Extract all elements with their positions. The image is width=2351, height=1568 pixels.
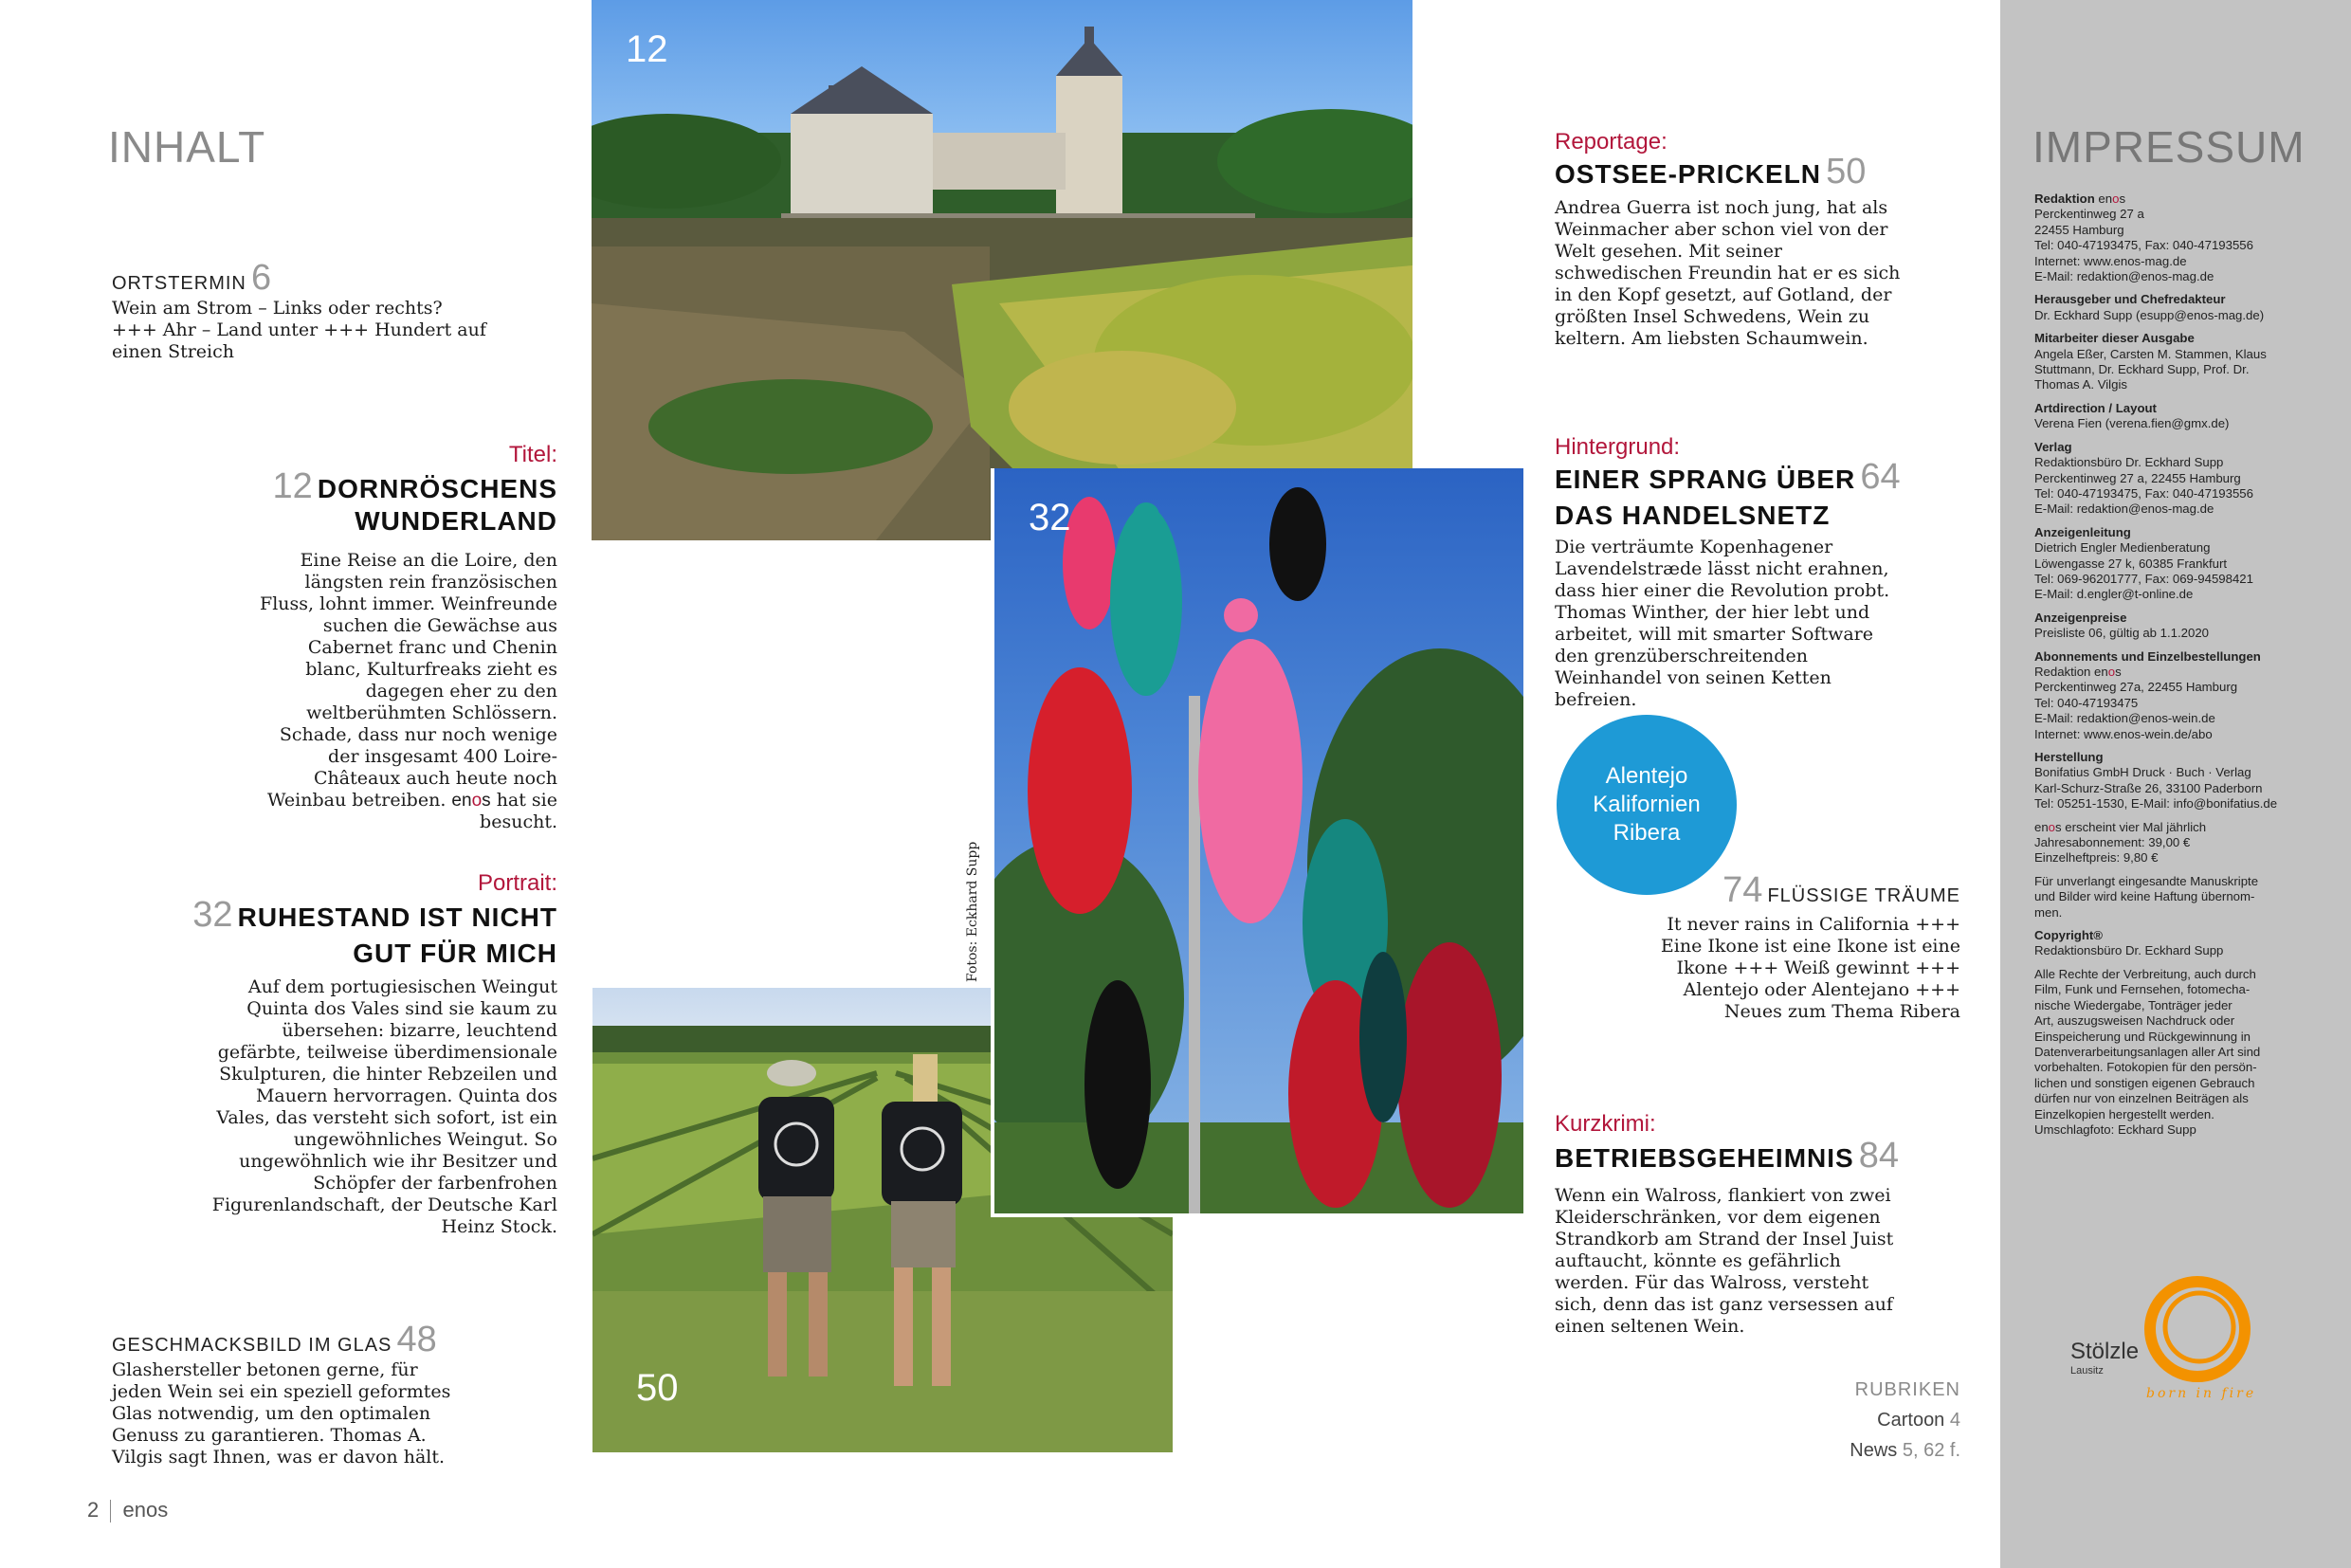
geschmack-label: GESCHMACKSBILD IM GLAS [112, 1335, 392, 1356]
geschmack-entry[interactable] [112, 1320, 437, 1360]
kurzkrimi-heading-text: BETRIEBSGEHEIMNIS [1555, 1143, 1854, 1173]
impressum-block [2034, 874, 2319, 921]
titel-text-body: Eine Reise an die Loire, den längsten rein französischen Fluss, lohnt immer. Weinfreunde suchen die Gewächse aus Cabernet franc und Chenin blanc, Kulturfreaks zieht es dagegen eher zu den weltberühmten Schlössern. Schade, dass nur noch wenige der insgesamt 400 Loire-Châteaux auch heute noch Weinbau betreiben. [260, 550, 557, 811]
badge-line-2: Kalifornien [1593, 792, 1701, 817]
impressum-line: Verena Fien (verena.fien@gmx.de) [2034, 416, 2230, 431]
impressum-line: Tel: 069-96201777, Fax: 069-94598421 [2034, 571, 2253, 586]
ortstermin-entry[interactable] [112, 258, 271, 299]
impressum-line: Bonifatius GmbH Druck · Buch · Verlag [2034, 765, 2251, 780]
impressum-line: Tel: 05251-1530, E-Mail: info@bonifatius.de [2034, 796, 2278, 811]
reportage-heading[interactable] [1555, 152, 1866, 192]
impressum-block [2034, 750, 2319, 812]
fluessig-text: It never rains in California +++ Eine Ikone ist eine Ikone ist eine Ikone +++ Weiß gewinnt +++ Alentejo oder Alentejano +++ Neues zum Thema Ribera [1660, 914, 1960, 1022]
badge-line-3: Ribera [1613, 820, 1681, 846]
geschmack-text: Glashersteller betonen gerne, für jeden Wein sei ein speziell geformtes Glas notwendig, um den optimalen Genuss zu garantieren. Thomas A. Vilgis sagt Ihnen, was er davon hält. [112, 1359, 451, 1468]
fluessig-label: FLÜSSIGE TRÄUME [1767, 885, 1960, 906]
impressum-block [2034, 191, 2319, 284]
impressum-block [2034, 440, 2319, 518]
impressum-line: Perckentinweg 27 a, 22455 Hamburg [2034, 470, 2241, 485]
impressum-block [2034, 611, 2319, 642]
fluessig-page: 74 [1722, 870, 1763, 910]
reportage-page: 50 [1826, 152, 1867, 191]
impressum-block-head: Artdirection / Layout [2034, 400, 2157, 415]
rubriken-title: RUBRIKEN [1854, 1379, 1960, 1400]
kurzkrimi-category: Kurzkrimi: [1555, 1111, 1656, 1137]
impressum-line: E-Mail: redaktion@enos-mag.de [2034, 269, 2214, 284]
impressum-line: Datenverarbeitungsanlagen aller Art sind [2034, 1044, 2261, 1059]
fluessig-entry[interactable] [1612, 870, 1960, 911]
enos-brand: enos [2098, 191, 2126, 206]
impressum-line: Perckentinweg 27 a [2034, 207, 2144, 222]
ortstermin-page: 6 [250, 258, 272, 298]
impressum-line: lichen und sonstigen eigenen Gebrauch [2034, 1075, 2255, 1090]
impressum-line: E-Mail: d.engler@t-online.de [2034, 587, 2194, 602]
impressum-line: Löwengasse 27 k, 60385 Frankfurt [2034, 556, 2228, 571]
hintergrund-heading-line2: DAS HANDELSNETZ [1555, 501, 1831, 530]
titel-heading-line1: DORNRÖSCHENS [317, 474, 557, 503]
impressum-block-head: Herausgeber und Chefredakteur [2034, 292, 2226, 307]
kurzkrimi-text: Wenn ein Walross, flankiert von zwei Kleiderschränken, vor dem eigenen Strandkorb am Strand der Insel Juist auftaucht, könnte es gefährlich werden. Für das Walross, versteht sich, denn das ist ganz versessen auf einen seltenen Wein. [1555, 1185, 1894, 1337]
enos-brand: enos [2034, 819, 2062, 834]
impressum-line: 22455 Hamburg [2034, 222, 2124, 237]
impressum-block-head: Abonnements und Einzelbestellungen [2034, 648, 2261, 664]
impressum-line: Angela Eßer, Carsten M. Stammen, Klaus [2034, 346, 2267, 361]
impressum-line: Einzelkopien hergestellt werden. [2034, 1106, 2214, 1121]
impressum-line: Preisliste 06, gültig ab 1.1.2020 [2034, 626, 2210, 641]
page-number: 2 [87, 1498, 100, 1522]
impressum-line: Umschlagfoto: Eckhard Supp [2034, 1121, 2196, 1137]
impressum-line: Tel: 040-47193475, Fax: 040-47193556 [2034, 238, 2253, 253]
portrait-text: Auf dem portugiesischen Weingut Quinta dos Vales sind sie kaum zu übersehen: bizarre, leuchtend gefärbte, teilweise überdimensionale Skulpturen, die hinter Rebzeilen und Mauern hervorragen. Quinta dos Vales, das versteht sich sofort, ist ein ungewöhnliches Weingut. So ungewöhnlich wie ihr Besitzer und Schöpfer der farbenfrohen Figurenlandschaft, der Deutsche Karl Heinz Stock. [211, 976, 557, 1237]
inhalt-title: INHALT [108, 122, 266, 172]
castle-photo-number: 12 [626, 28, 668, 70]
impressum-line: Einspeicherung und Rückgewinnung in [2034, 1029, 2251, 1044]
impressum-line: und Bilder wird keine Haftung übernom- [2034, 889, 2255, 904]
logo-sub: Lausitz [2070, 1365, 2104, 1377]
hintergrund-text: Die verträumte Kopenhagener Lavendelstræde lässt nicht erahnen, dass hier einer die Revolution probt. Thomas Winther, der hier lebt und arbeitet, will mit smarter Software den grenzüberschreitenden Weinhandel von seinen Ketten befreien. [1555, 537, 1890, 710]
impressum-block-head: Redaktion enos [2034, 191, 2126, 206]
photo-credit: Fotos: Eckhard Supp [965, 841, 980, 982]
impressum-line: nische Wiedergabe, Tonträger jeder [2034, 997, 2233, 1012]
rubriken-box [1782, 1375, 1960, 1466]
ortstermin-text: Wein am Strom – Links oder rechts? +++ Ahr – Land unter +++ Hundert auf einen Streich [112, 298, 486, 362]
titel-heading[interactable] [265, 466, 557, 507]
portrait-page: 32 [192, 895, 233, 935]
impressum-line: Alle Rechte der Verbreitung, auch durch [2034, 966, 2256, 981]
impressum-block-head: Copyright® [2034, 928, 2103, 943]
sculptures-photo [991, 468, 1523, 1217]
footer-brand: enos [122, 1498, 169, 1522]
rubriken-news[interactable]: News 5, 62 f. [1850, 1440, 1960, 1461]
impressum-block [2034, 331, 2319, 393]
geschmack-page: 48 [396, 1320, 437, 1359]
titel-category: Titel: [508, 442, 557, 467]
impressum-title: IMPRESSUM [2032, 122, 2305, 172]
impressum-block-head: Anzeigenleitung [2034, 524, 2131, 539]
impressum-line: Tel: 040-47193475, Fax: 040-47193556 [2034, 485, 2253, 501]
titel-text-end: hat sie besucht. [480, 790, 557, 832]
reportage-category: Reportage: [1555, 129, 1668, 155]
hintergrund-heading-line1: EINER SPRANG ÜBER [1555, 465, 1856, 494]
impressum-block [2034, 649, 2319, 665]
impressum-line: Thomas A. Vilgis [2034, 377, 2127, 392]
impressum-line: Internet: www.enos-mag.de [2034, 253, 2187, 268]
stoelzle-logo [2067, 1270, 2275, 1413]
titel-heading-line2: WUNDERLAND [355, 506, 557, 536]
impressum-block [2034, 928, 2319, 959]
impressum-line: E-Mail: redaktion@enos-mag.de [2034, 501, 2214, 517]
kurzkrimi-page: 84 [1858, 1136, 1900, 1176]
topics-badge [1557, 715, 1737, 895]
page-footer [87, 1498, 168, 1522]
impressum-block [2034, 292, 2319, 323]
portrait-heading[interactable] [190, 895, 557, 936]
impressum-line: E-Mail: redaktion@enos-wein.de [2034, 711, 2215, 726]
impressum-line: men. [2034, 904, 2063, 920]
impressum-line: Internet: www.enos-wein.de/abo [2034, 726, 2213, 741]
sculptures-illustration [994, 468, 1523, 1213]
impressum-line: Einzelheftpreis: 9,80 € [2034, 850, 2159, 866]
impressum-line: Für unverlangt eingesandte Manuskripte [2034, 873, 2259, 888]
impressum-line: Dr. Eckhard Supp (esupp@enos-mag.de) [2034, 307, 2265, 322]
enos-brand-inline: enos [451, 791, 491, 811]
impressum-block-head: Mitarbeiter dieser Ausgabe [2034, 331, 2195, 346]
castle-illustration [592, 0, 1412, 540]
hintergrund-page: 64 [1860, 457, 1901, 497]
hintergrund-category: Hintergrund: [1555, 434, 1681, 460]
impressum-line: Tel: 040-47193475 [2034, 695, 2139, 710]
impressum-line: Jahresabonnement: 39,00 € [2034, 835, 2191, 850]
ortstermin-label: ORTSTERMIN [112, 273, 246, 294]
impressum-line: vorbehalten. Fotokopien für den persön- [2034, 1060, 2257, 1075]
logo-name: Stölzle [2070, 1339, 2140, 1364]
impressum-block [2034, 665, 2319, 742]
impressum-line: Karl-Schurz-Straße 26, 33100 Paderborn [2034, 780, 2263, 795]
impressum-block [2034, 525, 2319, 603]
impressum-block-subhead: Redaktion enos [2034, 664, 2122, 679]
impressum-line: dürfen nur von einzelnen Beiträgen als [2034, 1091, 2249, 1106]
impressum-line: Film, Funk und Fernsehen, fotomecha- [2034, 982, 2251, 997]
impressum-line: Art, auszugsweisen Nachdruck oder [2034, 1013, 2235, 1029]
enos-brand: enos [2094, 664, 2122, 679]
impressum-block-head: Anzeigenpreise [2034, 610, 2127, 625]
kurzkrimi-heading[interactable] [1555, 1136, 1899, 1176]
reportage-text: Andrea Guerra ist noch jung, hat als Weinmacher aber schon viel von der Welt gesehen. Mit seiner schwedischen Freundin hat er es sich in den Kopf gesetzt, auf Gotland, der größten Insel Schwedens, Wein zu keltern. Am liebsten Schaumwein. [1555, 197, 1901, 349]
impressum-block [2034, 401, 2319, 432]
impressum-line: Redaktionsbüro Dr. Eckhard Supp [2034, 455, 2224, 470]
couple-photo-number: 50 [636, 1367, 679, 1409]
rubriken-cartoon[interactable]: Cartoon 4 [1877, 1410, 1960, 1431]
impressum-line: Stuttmann, Dr. Eckhard Supp, Prof. Dr. [2034, 362, 2250, 377]
impressum-line: Redaktionsbüro Dr. Eckhard Supp [2034, 943, 2224, 958]
titel-page: 12 [272, 466, 313, 506]
hintergrund-heading[interactable] [1555, 457, 1901, 498]
impressum-line: enos erscheint vier Mal jährlich [2034, 819, 2207, 834]
impressum-line: Dietrich Engler Medienberatung [2034, 540, 2211, 556]
impressum-block [2034, 967, 2319, 1138]
sculptures-photo-number: 32 [1029, 497, 1071, 538]
portrait-heading-line1: RUHESTAND IST NICHT [237, 903, 557, 932]
impressum-line: Perckentinweg 27a, 22455 Hamburg [2034, 680, 2238, 695]
impressum-block [2034, 820, 2319, 866]
impressum-block-head: Herstellung [2034, 750, 2104, 764]
castle-photo [592, 0, 1412, 540]
portrait-heading-line2: GUT FÜR MICH [353, 939, 557, 968]
impressum-block-head: Verlag [2034, 439, 2072, 454]
impressum-content [2034, 191, 2319, 1145]
reportage-heading-text: OSTSEE-PRICKELN [1555, 159, 1822, 189]
titel-text [254, 550, 557, 833]
badge-line-1: Alentejo [1605, 763, 1688, 789]
logo-tagline: born in fire [2146, 1386, 2257, 1401]
portrait-category: Portrait: [477, 870, 557, 896]
